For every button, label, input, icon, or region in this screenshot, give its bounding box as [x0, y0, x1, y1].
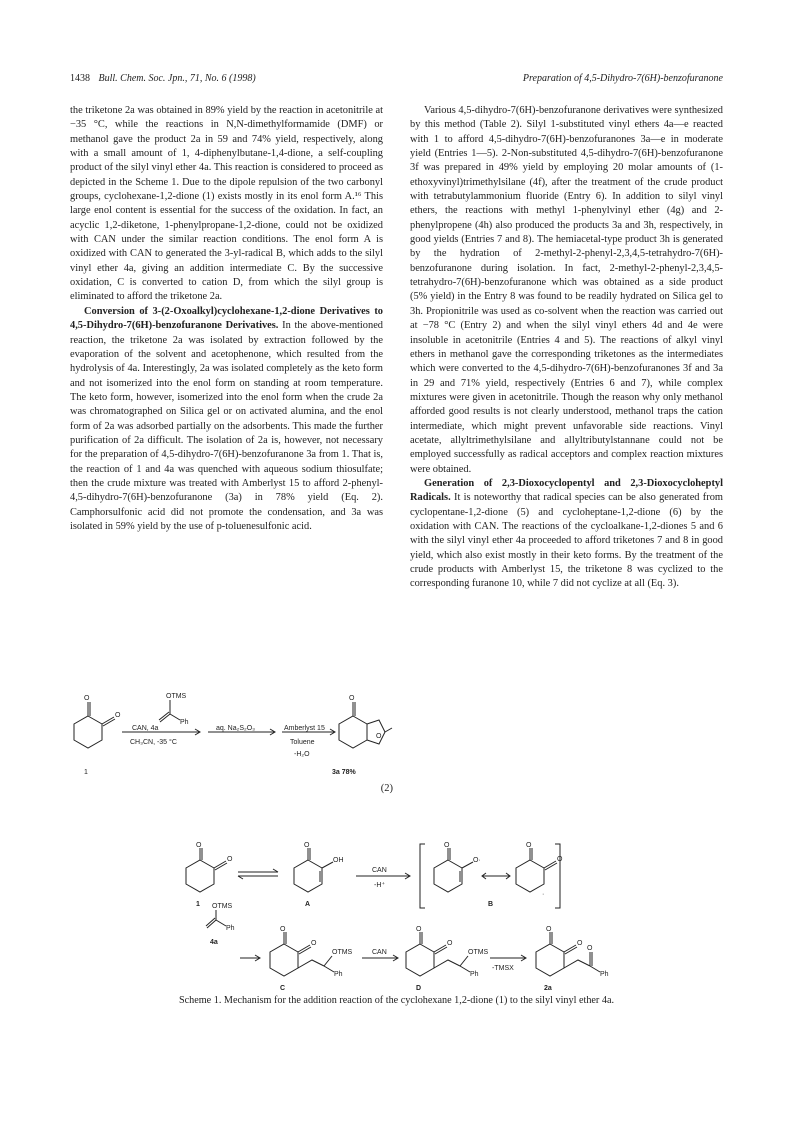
scheme-tmsx: -TMSX	[492, 965, 514, 972]
svg-text:O: O	[115, 712, 121, 719]
svg-text:O: O	[447, 940, 453, 947]
eq2-reagent-bottom: CH₃CN, -35 °C	[130, 739, 177, 746]
eq2-step3-top: Amberlyst 15	[284, 725, 325, 732]
scheme-1-diagram	[130, 840, 690, 1000]
eq2-otms: OTMS	[166, 693, 187, 700]
svg-text:O: O	[84, 695, 90, 702]
svg-text:O: O	[196, 842, 202, 849]
svg-text:O: O	[587, 945, 593, 952]
scheme-label-b: B	[488, 901, 494, 908]
section-body: It is noteworthy that radical species can be also generated from cyclopentane-1,2-dione (5) and cycloheptane-1,2-dione (6) by the oxidation with CAN. The reactions of the cycloalkane-1,2-diones 5 and 6 with the silyl vinyl ether 4a proceeded to afford triketones 7 and 8 in good yield, which also exist mostly in their keto forms. By the treatment of the crude products with Amberlyst 15, the triketone 8 was cyclized to the corresponding furanone 10, while 7 did not cyclize at all (Eq. 3).	[410, 492, 723, 590]
left-column	[70, 104, 383, 534]
scheme-caption: Scheme 1. Mechanism for the addition reaction of the cyclohexane 1,2-dione (1) to the silyl vinyl ether 4a.	[178, 995, 615, 1006]
journal-citation: Bull. Chem. Soc. Jpn., 71, No. 6 (1998)	[98, 73, 256, 84]
svg-text:O: O	[304, 842, 310, 849]
scheme-otms-c: OTMS	[332, 949, 353, 956]
equation-number: (2)	[380, 783, 393, 794]
svg-text:O·: O·	[473, 857, 481, 864]
scheme-otms-4a: OTMS	[212, 903, 233, 910]
svg-text:O: O	[311, 940, 317, 947]
svg-text:O: O	[577, 940, 583, 947]
paragraph: the triketone 2a was obtained in 89% yield by the reaction in acetonitrile at −35 °C, while the reactions in N,N-dimethylformamide (DMF) or methanol gave the product 2a in 59 and 74% yield, respectively, along with a small amount of 1, 4-diphenylbutane-1,4-dione, a self-coupling product of the silyl vinyl ether 4a. This reaction is considered to proceed as depicted in the Scheme 1. Due to the dipole repulsion of the two carbonyl groups, cyclohexane-1,2-dione (1) exists mostly in its enol form A.¹⁶ This large enol content is essential for the success of the oxidation. In fact, an acyclic 1,2-diketone, 1-phenylpropane-1,2-dione, could not be oxidized with CAN under the similar reaction conditions. The enol form A is oxidized with CAN to generated the 3-yl-radical B, which adds to the silyl vinyl ether 4a, giving an addition intermediate C. By the successive oxidation, C is converted to cation D, from which the silyl group is eliminated to afford the triketone 2a.	[70, 105, 383, 303]
section-heading: Conversion of 3-(2-Oxoalkyl)cyclohexane-1,2-dione Derivatives to 4,5-Dihydro-7(6H)-benzofuranone Derivatives.	[70, 305, 383, 332]
scheme-oh: OH	[333, 857, 344, 864]
svg-text:O: O	[557, 856, 563, 863]
scheme-label-c: C	[280, 985, 286, 992]
scheme-ph-4a: Ph	[226, 925, 235, 932]
svg-text:O: O	[526, 842, 532, 849]
eq2-ph: Ph	[180, 719, 189, 726]
svg-text:O: O	[376, 733, 382, 740]
scheme-can: CAN	[372, 867, 387, 874]
page-header	[70, 73, 723, 87]
eq2-step2: aq. Na₂S₂O₃	[216, 725, 256, 732]
svg-text:O: O	[416, 926, 422, 933]
scheme-ph-2a: Ph	[600, 971, 609, 978]
scheme-ph-c: Ph	[334, 971, 343, 978]
equation-2-diagram	[70, 676, 393, 796]
scheme-ph-d: Ph	[470, 971, 479, 978]
svg-text:O: O	[546, 926, 552, 933]
scheme-label-2a: 2a	[544, 985, 552, 992]
paragraph	[410, 477, 723, 592]
scheme-label-4a: 4a	[210, 939, 218, 946]
scheme-minus-h: -H⁺	[374, 882, 386, 889]
eq2-reagent-top: CAN, 4a	[132, 725, 159, 732]
equation-2	[70, 676, 393, 806]
svg-text:·: ·	[542, 891, 545, 898]
svg-text:O: O	[349, 695, 355, 702]
svg-text:O: O	[227, 856, 233, 863]
svg-text:O: O	[280, 926, 286, 933]
eq2-step3-bottom: -H₂O	[294, 751, 310, 758]
svg-text:O: O	[444, 842, 450, 849]
eq2-product-label: 3a 78%	[332, 769, 356, 776]
scheme-1	[130, 840, 690, 1000]
page-number: 1438	[70, 73, 90, 84]
eq2-start-label: 1	[84, 769, 88, 776]
scheme-label-1: 1	[196, 901, 200, 908]
section-body: In the above-mentioned reaction, the triketone 2a was isolated by extraction followed by the evaporation of the solvent and acetophenone, which resulted from the hydrolysis of 4a. Interestingly, 2a was isolated completely as the keto form and not isomerized into the enol form on standing at room temperature. The keto form, however, isomerized into the enol form when the crude 2a was chromatographed on Silica gel or on activated alumina, and the enol form of 2a was adsorbed partially on the adsorbents. This made the further purification of 2a difficult. The isolation of 2a is, however, not necessary for the preparation of 4,5-dihydro-7(6H)-benzofuranone 3a from 1. That is, the reaction of 1 and 4a was quenched with aqueous sodium thiosulfate; then the crude mixture was treated with Amberlyst 15 to afford 2-phenyl-4,5-dihydro-7(6H)-benzofuranone (3a) in 78% yield (Eq. 2). Camphorsulfonic acid did not promote the condensation, and 3a was isolated in 59% yield by the use of p-toluenesulfonic acid.	[70, 320, 383, 532]
eq2-step3-mid: Toluene	[290, 739, 315, 746]
scheme-can-2: CAN	[372, 949, 387, 956]
scheme-label-d: D	[416, 985, 422, 992]
right-column	[410, 104, 723, 592]
scheme-otms-d: OTMS	[468, 949, 489, 956]
paragraph: Various 4,5-dihydro-7(6H)-benzofuranone derivatives were synthesized by this method (Table 2). Silyl 1-substituted vinyl ethers 4a—e reacted with 1 to afford 4,5-dihydro-7(6H)-benzofuranones 3a—e in moderate yield (Entries 1—5). 2-Non-substituted 4,5-dihydro-7(6H)-benzofuranone 3f was prepared in 49% yield by employing 20 molar amounts of (1-ethoxyvinyl)trimethylsilane (4f), after the treatment of the crude product with tetrabutylammonium fluoride (Entry 6). In addition to silyl vinyl ethers, the reactions with methyl 1-phenylvinyl ether (4g) and 2-phenylpropene (4h) also produced the products 3a and 3h, respectively, in good yields (Entries 7 and 8). The hemiacetal-type product 3h is generated by the hydration of 2-methyl-2-phenyl-2,3,4,5-tetrahydro-7(6H)-benzofuranone during isolation. In fact, 2-methyl-2-phenyl-2,3,4,5-tetrahydro-7(6H)-benzofuranone which was obtained as a side product (5% yield) in the Entry 8 was found to be readily hydrated on Silica gel to 3h. Propionitrile was used as co-solvent when the reaction was carried out at −78 °C (Entry 2) and when the silyl vinyl ethers 4d and 4e were insoluble in acetonitrile (Entries 4 and 5). The reactions of alkyl vinyl ethers in methanol gave the corresponding triketones as the intermediates which were converted to the 4,5-dihydro-7(6H)-benzofuranones 3f and 3a in 29 and 71% yield, respectively (Entries 6 and 7), while complex mixtures were given in acetonitrile. Though the reason why only methanol afforded good results is not clearly understood, methanol traps the cation intermediate, which might prevent unfavorable side reactions. Vinyl acetate, allyltrimethylsilane and allyltributylstannane could not be employed successfully as radical acceptors and complex reaction mixtures were obtained.	[410, 105, 723, 475]
section-heading: Generation of 2,3-Dioxocyclopentyl and 2,3-Dioxocycloheptyl Radicals.	[410, 477, 723, 504]
scheme-label-a: A	[305, 901, 311, 908]
running-title: Preparation of 4,5-Dihydro-7(6H)-benzofuranone	[522, 73, 723, 84]
paragraph	[70, 305, 383, 535]
